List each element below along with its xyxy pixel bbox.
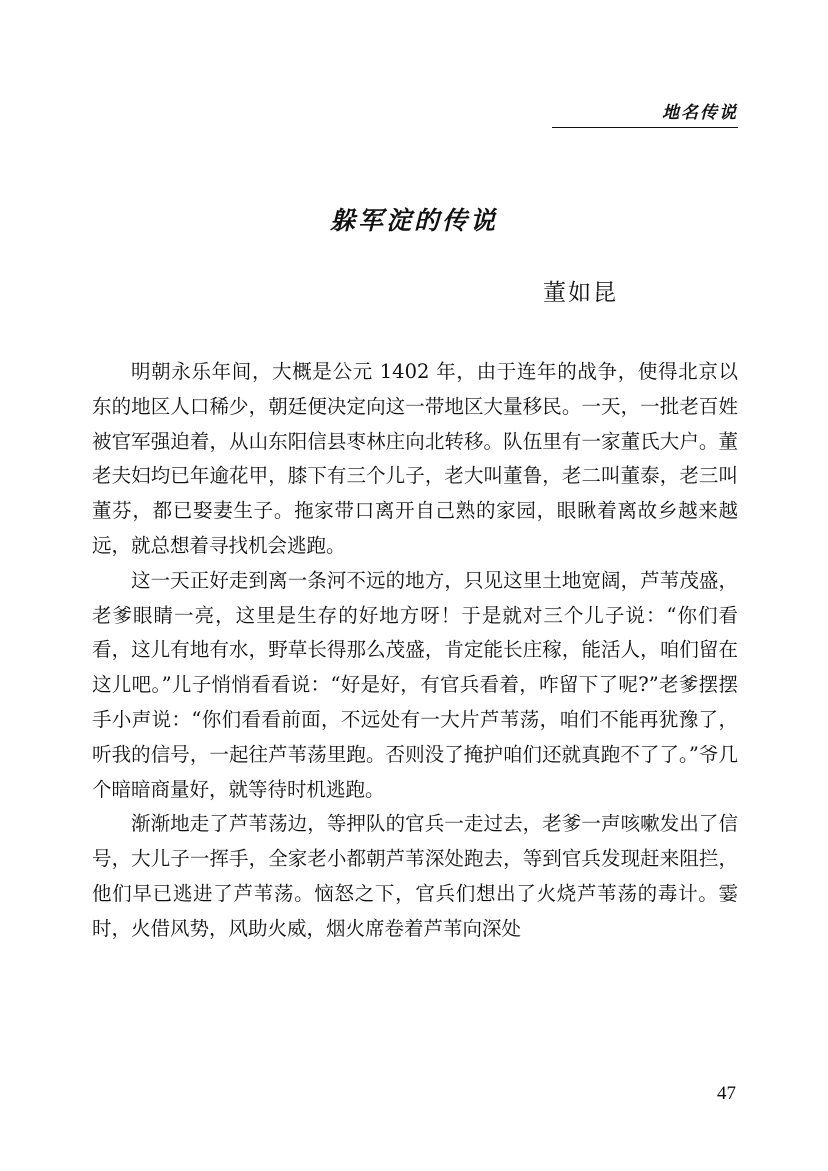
running-head-title: 地名传说: [662, 103, 738, 123]
header-rule: [552, 127, 738, 128]
page-number: 47: [717, 1083, 736, 1104]
body-paragraph: 这一天正好走到离一条河不远的地方，只见这里土地宽阔，芦苇茂盛，老爹眼睛一亮，这里是生存的好地方呀！于是就对三个儿子说：“你们看看，这儿有地有水，野草长得那么茂盛，肯定能长庄稼，能活人，咱们留在这儿吧。”儿子悄悄看看说：“好是好，有官兵看着，咋留下了呢?”老爹摆摆手小声说：“你们看看前面，不远处有一大片芦苇荡，咱们不能再犹豫了，听我的信号，一起往芦苇荡里跑。否则没了掩护咱们还就真跑不了了。”爷几个暗暗商量好，就等待时机逃跑。: [92, 568, 738, 801]
article-title: 躲军淀的传说: [329, 206, 498, 235]
body-paragraph: 渐渐地走了芦苇荡边，等押队的官兵一走过去，老爹一声咳嗽发出了信号，大儿子一挥手，全家老小都朝芦苇深处跑去，等到官兵发现赶来阻拦，他们早已逃进了芦苇荡。恼怒之下，官兵们想出了火烧芦苇荡的毒计。霎时，火借风势，风助火威，烟火席卷着芦苇向深处: [92, 812, 738, 940]
body-paragraph: 明朝永乐年间，大概是公元 1402 年，由于连年的战争，使得北京以东的地区人口稀少，朝廷便决定向这一带地区大量移民。一天，一批老百姓被官军强迫着，从山东阳信县枣林庄向北转移。队伍里有一家董氏大户。董老夫妇均已年逾花甲，膝下有三个儿子，老大叫董鲁，老二叫董泰，老三叫董芬，都已娶妻生子。拖家带口离开自己熟的家园，眼瞅着离故乡越来越远，就总想着寻找机会逃跑。: [92, 360, 738, 557]
article-body: [92, 355, 738, 947]
article-author: 董如昆: [543, 280, 618, 306]
